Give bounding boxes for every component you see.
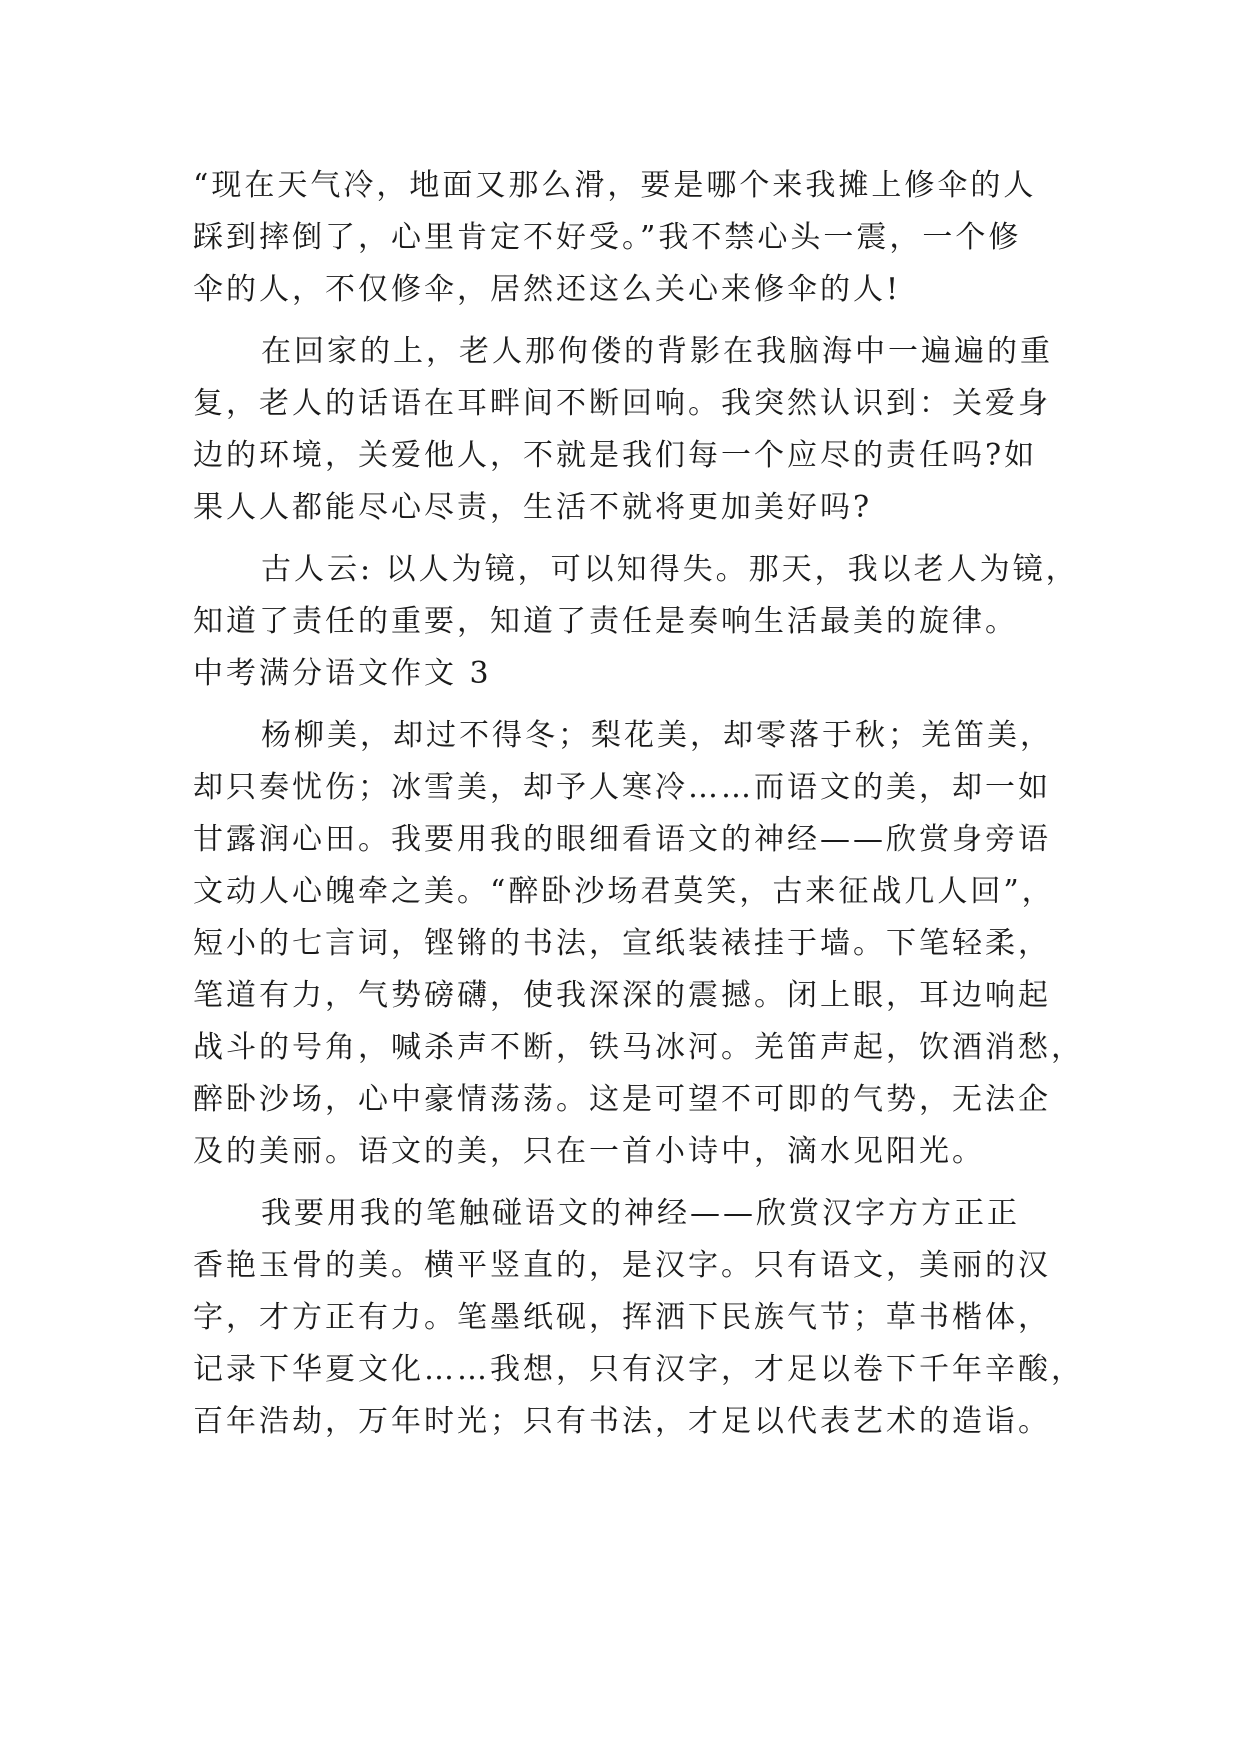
paragraph-line: 及的美丽。语文的美，只在一首小诗中，滴水见阳光。 bbox=[193, 1134, 985, 1169]
paragraph-gap bbox=[193, 1178, 1073, 1188]
paragraph-line: 笔道有力，气势磅礴，使我深深的震撼。闭上眼，耳边响起 bbox=[193, 978, 1051, 1013]
paragraph-gap bbox=[193, 316, 1073, 326]
paragraph-line: 在回家的上，老人那佝偻的背影在我脑海中一遍遍的重 bbox=[261, 334, 1053, 369]
paragraph-line: “现在天气冷，地面又那么滑，要是哪个来我摊上修伞的人 bbox=[193, 168, 1037, 203]
paragraph bbox=[193, 160, 1073, 316]
paragraph-line: 杨柳美，却过不得冬；梨花美，却零落于秋；羌笛美， bbox=[261, 718, 1053, 753]
section-heading: 中考满分语文作文 3 bbox=[193, 656, 492, 691]
paragraph-line: 战斗的号角，喊杀声不断，铁马冰河。羌笛声起，饮酒消愁， bbox=[193, 1030, 1084, 1065]
paragraph-gap bbox=[193, 534, 1073, 544]
paragraph-line: 文动人心魄牵之美。“醉卧沙场君莫笑，古来征战几人回”， bbox=[193, 874, 1055, 909]
paragraph-line: 果人人都能尽心尽责，生活不就将更加美好吗? bbox=[193, 490, 873, 525]
paragraph-line: 知道了责任的重要，知道了责任是奏响生活最美的旋律。 bbox=[193, 604, 1018, 639]
paragraph bbox=[193, 710, 1084, 1178]
paragraph-line: 醉卧沙场，心中豪情荡荡。这是可望不可即的气势，无法企 bbox=[193, 1082, 1051, 1117]
paragraph-line: 边的环境，关爱他人，不就是我们每一个应尽的责任吗?如 bbox=[193, 438, 1038, 473]
paragraph-line: 伞的人，不仅修伞，居然还这么关心来修伞的人! bbox=[193, 272, 902, 307]
paragraph-line: 我要用我的笔触碰语文的神经——欣赏汉字方方正正 bbox=[261, 1196, 1020, 1231]
paragraph-line: 香艳玉骨的美。横平竖直的，是汉字。只有语文，美丽的汉 bbox=[193, 1248, 1051, 1283]
paragraph-line: 却只奏忧伤；冰雪美，却予人寒冷……而语文的美，却一如 bbox=[193, 770, 1051, 805]
paragraph bbox=[193, 544, 1079, 648]
document-body bbox=[193, 160, 1084, 1448]
paragraph-gap bbox=[193, 700, 1073, 710]
paragraph bbox=[193, 326, 1073, 534]
paragraph-line: 百年浩劫，万年时光；只有书法，才足以代表艺术的造诣。 bbox=[193, 1404, 1051, 1439]
paragraph bbox=[193, 1188, 1084, 1448]
paragraph-line: 踩到摔倒了，心里肯定不好受。”我不禁心头一震，一个修 bbox=[193, 220, 1022, 255]
paragraph-line: 记录下华夏文化……我想，只有汉字，才足以卷下千年辛酸， bbox=[193, 1352, 1084, 1387]
paragraph-line: 古人云: 以人为镜，可以知得失。那天，我以老人为镜， bbox=[261, 552, 1079, 587]
paragraph-line: 复，老人的话语在耳畔间不断回响。我突然认识到：关爱身 bbox=[193, 386, 1051, 421]
paragraph-line: 字，才方正有力。笔墨纸砚，挥洒下民族气节；草书楷体， bbox=[193, 1300, 1051, 1335]
paragraph-line: 甘露润心田。我要用我的眼细看语文的神经——欣赏身旁语 bbox=[193, 822, 1051, 857]
paragraph-line: 短小的七言词，铿锵的书法，宣纸装裱挂于墙。下笔轻柔， bbox=[193, 926, 1051, 961]
